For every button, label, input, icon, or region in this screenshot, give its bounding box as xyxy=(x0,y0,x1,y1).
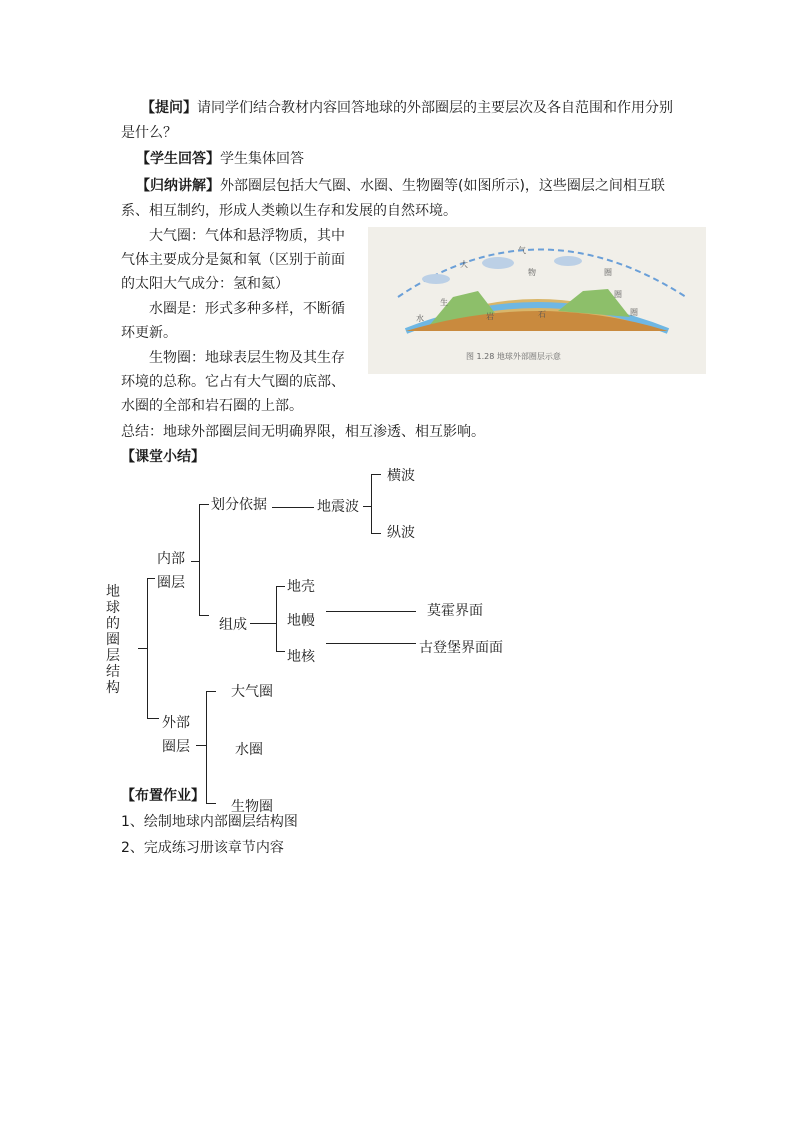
atmosphere-line-1: 大气圈：气体和悬浮物质，其中 xyxy=(149,228,345,244)
tree-transverse: 横波 xyxy=(387,468,415,484)
figure-label-3: 圈 xyxy=(604,268,612,277)
tree-line-to-crust xyxy=(276,586,285,587)
biosphere-line-1: 生物圈：地球表层生物及其生存 xyxy=(149,350,345,366)
tree-mantle: 地幔 xyxy=(287,613,315,629)
homework-heading: 【布置作业】 xyxy=(121,788,205,804)
tree-line-inner-branch xyxy=(199,504,200,616)
tree-line-to-longitudinal xyxy=(371,533,381,534)
answer-line xyxy=(136,149,304,169)
homework-item-1: 1、绘制地球内部圈层结构图 xyxy=(121,814,298,830)
tree-line-to-bio xyxy=(206,803,216,804)
tree-line-seismic-out xyxy=(363,506,371,507)
hydrosphere-line-1: 水圈是：形式多种多样，不断循 xyxy=(149,301,345,317)
homework-item-2: 2、完成练习册该章节内容 xyxy=(121,840,284,856)
tree-line-to-basis xyxy=(199,504,209,505)
figure-label-9: 水 xyxy=(416,314,424,323)
tree-core: 地核 xyxy=(287,649,315,665)
class-summary-heading: 【课堂小结】 xyxy=(121,449,205,465)
tree-bio: 生物圈 xyxy=(231,799,273,815)
tree-line-to-composition xyxy=(199,615,209,616)
tree-longitudinal: 纵波 xyxy=(387,525,415,541)
atmosphere-line-3: 的太阳大气成分：氢和氦） xyxy=(121,276,289,292)
figure-label-2: 气 xyxy=(518,246,526,255)
question-text: 请同学们结合教材内容回答地球的外部圈层的主要层次及各自范围和作用分别 xyxy=(197,100,673,116)
tree-division-basis: 划分依据 xyxy=(211,497,267,513)
figure-label-4: 物 xyxy=(528,268,536,277)
tree-line-layer-branch xyxy=(276,586,277,652)
biosphere-line-3: 水圈的全部和岩石圈的上部。 xyxy=(121,398,303,414)
question-tag: 【提问】 xyxy=(141,100,197,116)
tree-line-basis-seismic xyxy=(272,507,314,508)
tree-line-comp-out xyxy=(250,623,276,624)
question-line-2: 是什么？ xyxy=(121,125,177,141)
outer-spheres-figure xyxy=(368,227,706,374)
summary-text: 外部圈层包括大气圈、水圈、生物圈等(如图所示)，这些圈层之间相互联 xyxy=(220,178,665,194)
figure-label-10: 圈 xyxy=(630,308,638,317)
tree-line-main xyxy=(147,578,148,718)
hydrosphere-line-2: 环更新。 xyxy=(121,325,177,341)
tree-line-to-transverse xyxy=(371,474,381,475)
tree-moho: 莫霍界面 xyxy=(427,603,483,619)
tree-atmos: 大气圈 xyxy=(231,684,273,700)
tree-line-to-atmos xyxy=(206,691,216,692)
tree-seismic: 地震波 xyxy=(317,499,359,515)
answer-text: 学生集体回答 xyxy=(220,151,304,167)
tree-line-root xyxy=(138,648,147,649)
atmosphere-line-2: 气体主要成分是氮和氧（区别于前面 xyxy=(121,252,345,268)
summary-line-1 xyxy=(136,176,665,196)
tree-hydro: 水圈 xyxy=(235,742,263,758)
figure-label-6: 生 xyxy=(440,298,448,307)
tree-line-to-core xyxy=(276,651,285,652)
figure-label-5: 圈 xyxy=(614,290,622,299)
tree-outer-line-2: 圈层 xyxy=(162,739,190,755)
tree-line-gutenberg xyxy=(326,643,416,644)
tree-outer-line-1: 外部 xyxy=(162,715,190,731)
question-line-1 xyxy=(141,98,673,118)
tree-crust: 地壳 xyxy=(287,579,315,595)
tree-inner-line-2: 圈层 xyxy=(157,575,185,591)
figure-label-8: 岩 xyxy=(486,312,494,321)
tree-root: 地球的圈层结构 xyxy=(106,584,120,696)
tree-line-outer-out xyxy=(196,745,206,746)
conclusion: 总结：地球外部圈层间无明确界限，相互渗透、相互影响。 xyxy=(121,424,485,440)
answer-tag: 【学生回答】 xyxy=(136,151,220,167)
tree-inner-line-1: 内部 xyxy=(157,551,185,567)
tree-line-inner-out xyxy=(191,561,199,562)
figure-label-7: 石 xyxy=(538,310,546,319)
tree-line-outer-branch xyxy=(206,691,207,804)
tree-line-outer xyxy=(147,718,159,719)
biosphere-line-2: 环境的总称。它占有大气圈的底部、 xyxy=(121,374,345,390)
summary-tag: 【归纳讲解】 xyxy=(136,178,220,194)
tree-gutenberg: 古登堡界面面 xyxy=(419,640,503,656)
figure-label-1: 大 xyxy=(460,260,468,269)
tree-line-inner xyxy=(147,578,155,579)
tree-line-moho xyxy=(326,611,416,612)
tree-line-wave-branch xyxy=(371,474,372,534)
tree-composition: 组成 xyxy=(219,617,247,633)
summary-line-2: 系、相互制约，形成人类赖以生存和发展的自然环境。 xyxy=(121,203,457,219)
figure-caption: 图 1.28 地球外部圈层示意 xyxy=(466,352,561,361)
